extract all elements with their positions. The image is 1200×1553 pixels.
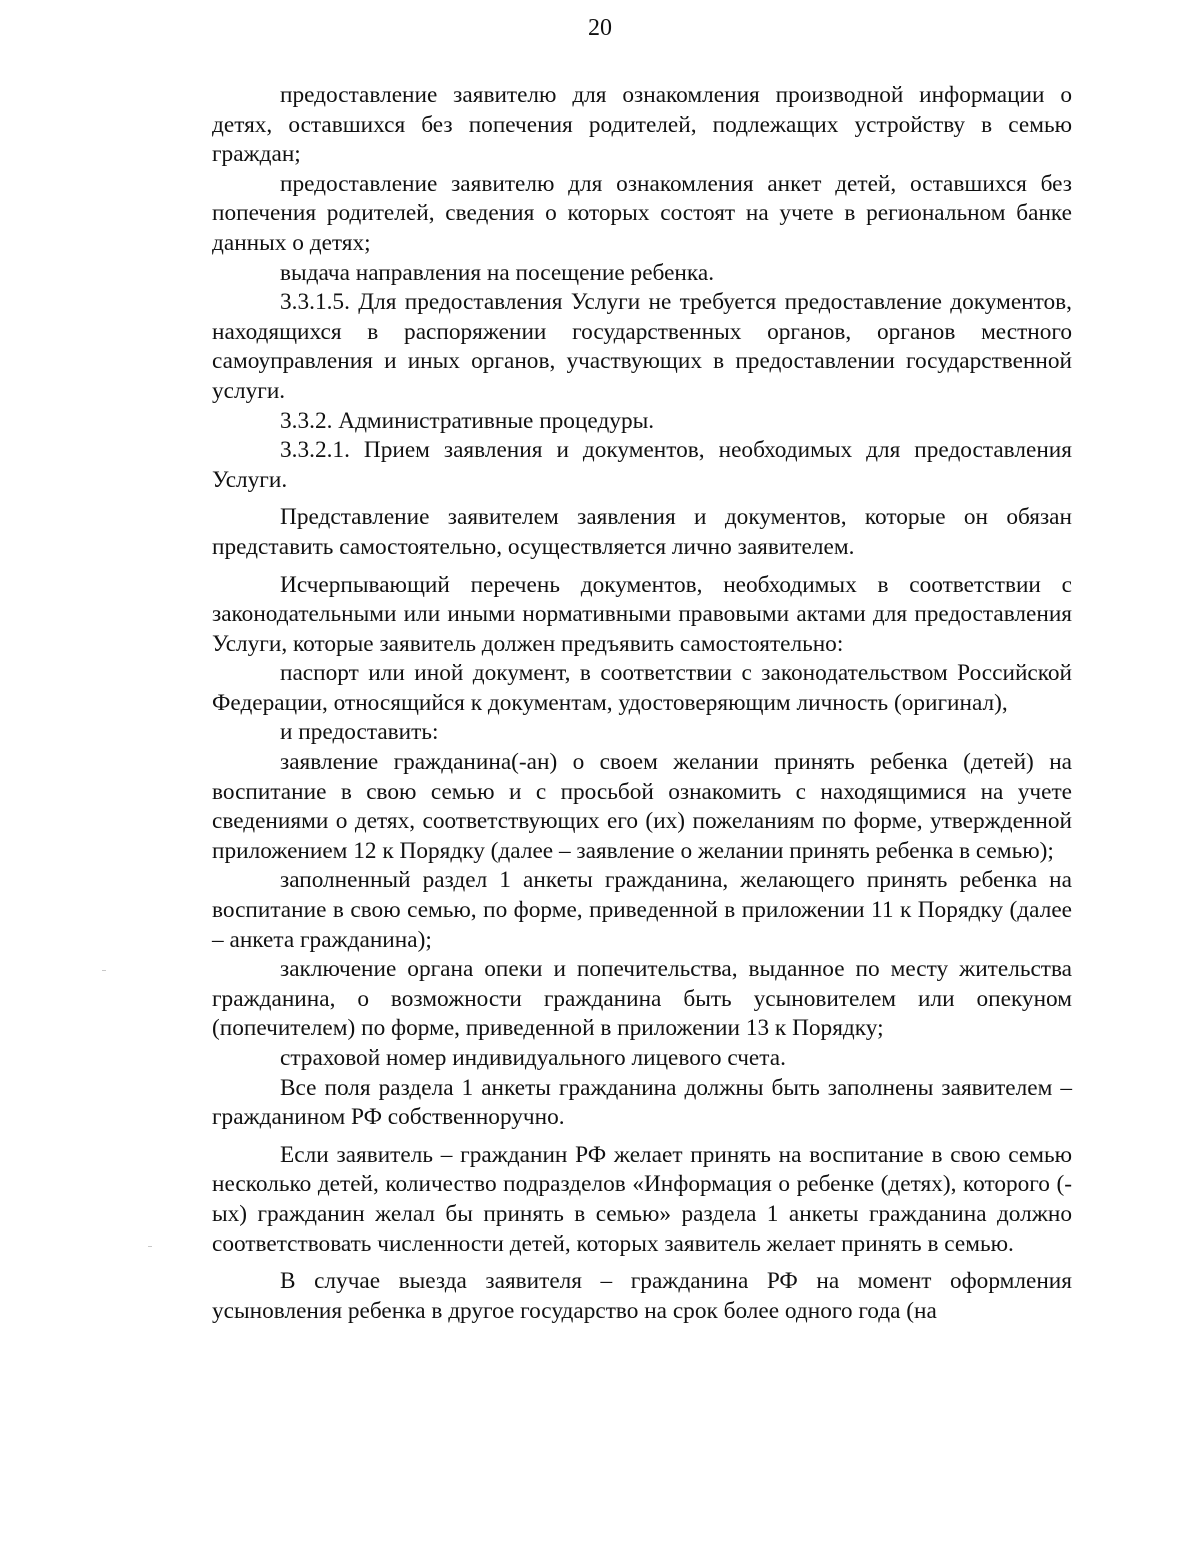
document-body [212, 81, 1072, 1326]
paragraph: Все поля раздела 1 анкеты гражданина должны быть заполнены заявителем – гражданином РФ собственноручно. [212, 1074, 1072, 1131]
paragraph: заключение органа опеки и попечительства, выданное по месту жительства гражданина, о возможности гражданина быть усыновителем или опекуном (попечителем) по форме, приведенной в приложении 13 к Порядку; [212, 956, 1072, 1042]
paragraph: заполненный раздел 1 анкеты гражданина, желающего принять ребенка на воспитание в свою семью, по форме, приведенной в приложении 11 к Порядку (далее – анкета гражданина); [212, 867, 1072, 953]
paragraph: предоставление заявителю для ознакомления производной информации о детях, оставшихся без попечения родителей, подлежащих устройству в семью граждан; [212, 82, 1072, 168]
paragraph: выдача направления на посещение ребенка. [280, 259, 715, 286]
page-number: 20 [588, 15, 612, 41]
paragraph: и предоставить: [280, 719, 439, 746]
paragraph: Представление заявителем заявления и документов, которые он обязан представить самостоятельно, осуществляется лично заявителем. [212, 504, 1072, 560]
scan-artifact [148, 1246, 152, 1247]
paragraph: В случае выезда заявителя – гражданина РФ на момент оформления усыновления ребенка в другое государство на срок более одного года (на [212, 1268, 1072, 1324]
paragraph: Исчерпывающий перечень документов, необходимых в соответствии с законодательными или иными нормативными правовыми актами для предоставления Услуги, которые заявитель должен предъявить самостоятельно: [212, 571, 1072, 657]
paragraph: страховой номер индивидуального лицевого счета. [280, 1045, 786, 1071]
paragraph: паспорт или иной документ, в соответствии с законодательством Российской Федерации, относящийся к документам, удостоверяющим личность (оригинал), [212, 660, 1072, 716]
paragraph: 3.3.2. Административные процедуры. [280, 407, 655, 434]
paragraph: 3.3.1.5. Для предоставления Услуги не требуется предоставление документов, находящихся в распоряжении государственных органов, органов местного самоуправления и иных органов, участвующих в предоставлении государственной услуги. [212, 289, 1072, 404]
paragraph: заявление гражданина(-ан) о своем желании принять ребенка (детей) на воспитание в свою семью и с просьбой ознакомить с находящимися на учете сведениями о детях, соответствующих его (их) пожеланиям по форме, утвержденной приложением 12 к Порядку (далее – заявление о желании принять ребенка в семью); [212, 749, 1072, 864]
paragraph: предоставление заявителю для ознакомления анкет детей, оставшихся без попечения родителей, сведения о которых состоят на учете в региональном банке данных о детях; [212, 170, 1072, 256]
paragraph: 3.3.2.1. Прием заявления и документов, необходимых для предоставления Услуги. [212, 437, 1072, 493]
scan-artifact [102, 970, 106, 971]
paragraph: Если заявитель – гражданин РФ желает принять на воспитание в свою семью несколько детей, количество подразделов «Информация о ребенке (детях), которого (-ых) гражданин желал бы принять в семью» раздела 1 анкеты гражданина должно соответствовать численности детей, которых заявитель желает принять в семью. [212, 1141, 1072, 1257]
